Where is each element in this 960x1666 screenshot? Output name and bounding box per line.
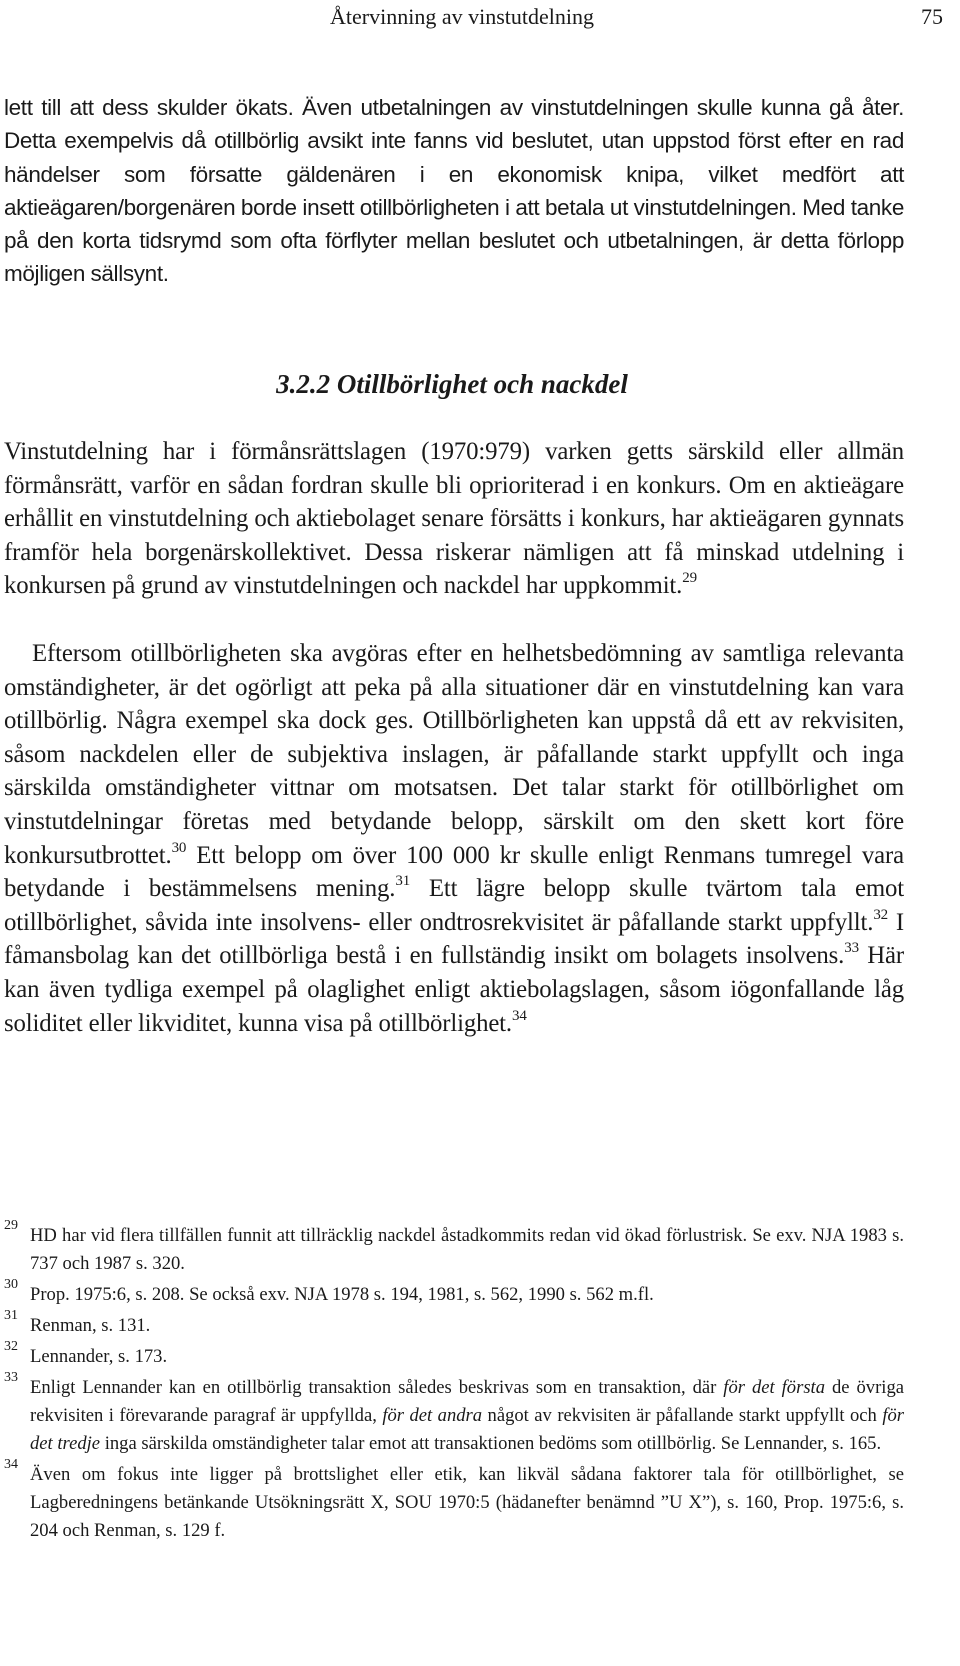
footnote-text: något av rekvisiten är påfallande starkt uppfyllt och [482,1405,883,1426]
paragraph-text: Här kan även tydliga exempel på olaglighet enligt aktiebolagslagen, såsom iögonfallande låg soliditet eller likviditet, kunna visa på otillbörlighet. [4,942,904,1037]
footnote-number: 32 [4,1339,18,1354]
footnote-34 [0,1457,904,1545]
footnote-text: de övriga rekvisiten i förevarande paragraf är uppfyllda, [30,1377,904,1426]
paragraph-text: Eftersom otillbörligheten ska avgöras efter en helhetsbedömning av samtliga relevanta omständigheter, är det ogörligt att peka på alla situationer där en vinstutdelning kan vara otillbörlig. Några exempel ska dock ges. Otillbörligheten kan uppstå då ett av rekvisiten, såsom nackdelen eller de subjektiva inslagen, är påfallande starkt uppfyllt och inga särskilda omständigheter vittnar om motsatsen. Det talar starkt för otillbörlighet om vinstutdelningar företas med betydande belopp, särskilt om den skett kort före konkursutbrottet. [4,640,904,869]
page-number: 75 [921,4,943,29]
footnote-text: Renman, s. 131. [30,1315,151,1336]
running-title: Återvinning av vinstutdelning [330,4,594,29]
paragraph-text: I fåmansbolag kan det otillbörliga bestå i en fullständig insikt om bolagets insolvens. [4,908,904,970]
footnote-number: 30 [4,1277,18,1292]
footnote-text: Lennander, s. 173. [30,1346,168,1367]
footnote-31 [0,1308,904,1340]
paragraph-text: Ett belopp om över 100 000 kr skulle enligt Renmans tumregel vara betydande i bestämmelsens mening. [4,841,904,903]
footnote-text: Även om fokus inte ligger på brottslighet eller etik, kan likväl sådana faktorer tala för otillbörlighet, se Lagberedningens betänkande Utsökningsrätt X, SOU 1970:5 (hädanefter benämnd ”U X”), s. 160, Prop. 1975:6, s. 204 och Renman, s. 129 f. [30,1464,904,1541]
footnote-number: 31 [4,1308,18,1323]
footnote-32 [0,1339,904,1371]
footnote-text: Prop. 1975:6, s. 208. Se också exv. NJA 1978 s. 194, 1981, s. 562, 1990 s. 562 m.fl. [30,1284,654,1305]
footnote-ref-30[interactable]: 30 [171,839,187,856]
footnote-text: HD har vid flera tillfällen funnit att tillräcklig nackdel åstadkommits redan vid ökad förlustrisk. Se exv. NJA 1983 s. 737 och 1987 s. 320. [30,1225,904,1274]
footnotes-section [0,1218,905,1548]
footnote-text: inga särskilda omständigheter talar emot att transaktionen bedöms som otillbörlig. Se Lennander, s. 165. [100,1433,882,1454]
body-paragraph-2 [4,637,904,1040]
footnote-33 [0,1370,905,1458]
footnote-30 [0,1277,904,1309]
footnote-ref-31[interactable]: 31 [395,873,411,890]
body-paragraph-1 [4,435,904,603]
footnote-italic: för det tredje [30,1405,905,1454]
footnote-ref-29[interactable]: 29 [682,570,697,587]
footnote-ref-32[interactable]: 32 [873,906,889,923]
section-heading: 3.2.2 Otillbörlighet och nackdel [276,369,628,399]
paragraph-text: Vinstutdelning har i förmånsrättslagen (1970:979) varken getts särskild eller allmän förmånsrätt, varför en sådan fordran skulle bli oprioriterad i en konkurs. Om en aktieägare erhållit en vinstutdelning och aktiebolaget senare försätts i konkurs, har aktieägaren gynnats framför hela borgenärskollektivet. Dessa riskerar nämligen att få minskad utdelning i konkursen på grund av vinstutdelningen och nackdel har uppkommit. [4,438,904,600]
footnote-italic: för det andra [382,1405,483,1426]
footnote-italic: för det första [723,1377,826,1398]
footnote-number: 29 [4,1218,18,1233]
footnote-number: 34 [4,1457,18,1472]
footnote-ref-34[interactable]: 34 [511,1007,527,1024]
running-header [0,2,960,32]
paragraph-text: Ett lägre belopp skulle tvärtom tala emot otillbörlighet, såvida inte insolvens- eller ondtrosrekvisitet är påfallande starkt uppfyllt. [4,875,904,936]
footnote-ref-33[interactable]: 33 [844,940,859,957]
footnote-number: 33 [4,1370,18,1385]
body-paragraph-continuation: lett till att dess skulder ökats. Även utbetalningen av vinstutdelningen skulle kunna gå åter. Detta exempelvis då otillbörlig avsikt inte fanns vid beslutet, utan uppstod först efter en rad händelser som försatte gäldenären i en ekonomisk knipa, vilket medfört att aktieägaren/borgenären borde insett otillbörligheten i att betala ut vinstutdelningen. Med tanke på den korta tidsrymd som ofta förflyter mellan beslutet och utbetalningen, är detta förlopp möjligen sällsynt. [4,95,904,287]
footnote-text: Enligt Lennander kan en otillbörlig transaktion således beskrivas som en transaktion, där [30,1377,724,1398]
footnote-29 [0,1218,904,1278]
